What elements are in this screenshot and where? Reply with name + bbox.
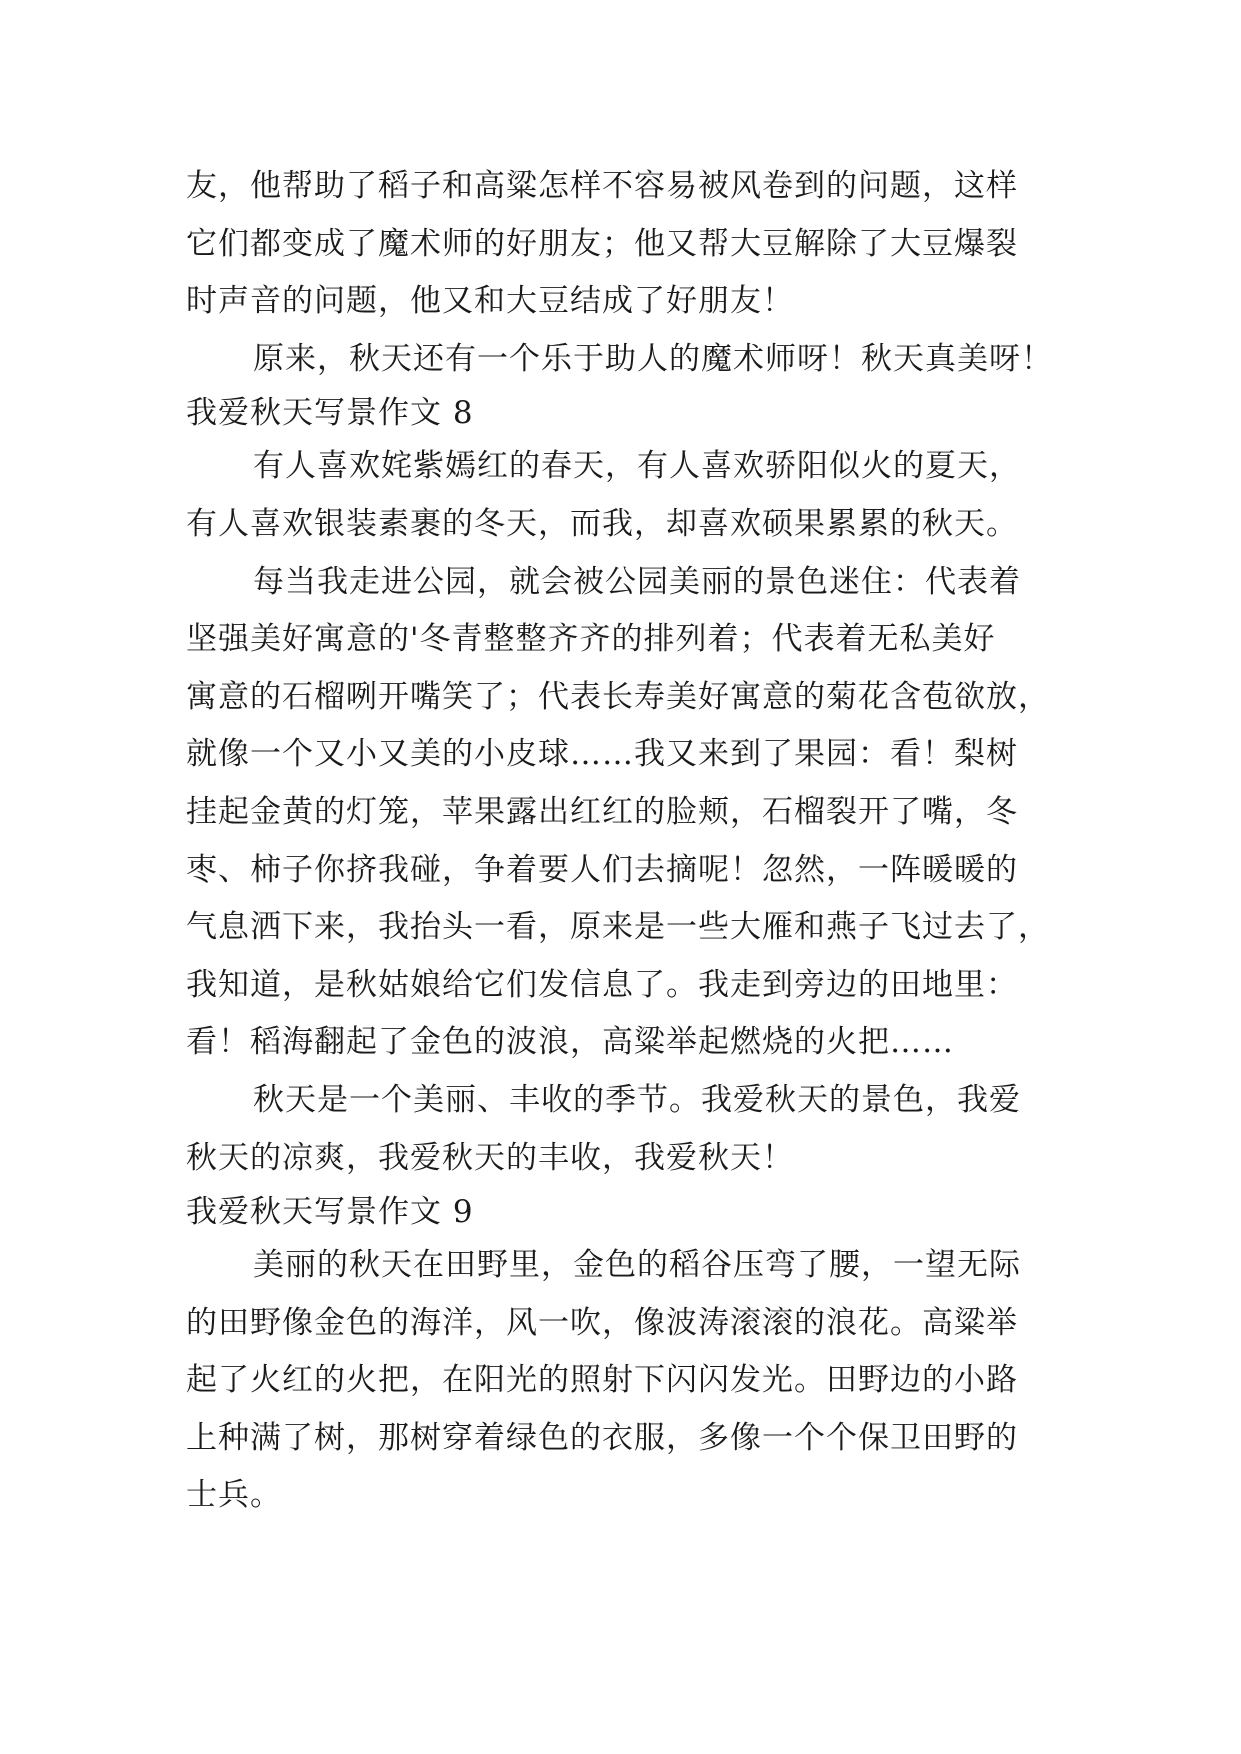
- text-line: 秋天的凉爽，我爱秋天的丰收，我爱秋天！: [186, 1139, 794, 1176]
- text-line: 气息洒下来，我抬头一看，原来是一些大雁和燕子飞过去了，: [186, 909, 1050, 946]
- text-line: 友，他帮助了稻子和高粱怎样不容易被风卷到的问题，这样: [186, 168, 1018, 204]
- paragraph: [186, 331, 1053, 389]
- text-line: 原来，秋天还有一个乐于助人的魔术师呀！秋天真美呀！: [253, 340, 1053, 377]
- paragraph: [186, 1237, 1046, 1525]
- text-line: 时声音的问题，他又和大豆结成了好朋友！: [186, 283, 794, 320]
- section-essay-9: [186, 1187, 1046, 1525]
- text-line: 我知道，是秋姑娘给它们发信息了。我走到旁边的田地里：: [186, 966, 1018, 1003]
- paragraph: [186, 158, 1046, 331]
- document-body: [186, 158, 1053, 1525]
- text-line: 上种满了树，那树穿着绿色的衣服，多像一个个保卫田野的: [186, 1419, 1018, 1456]
- text-line: 的田野像金色的海洋，风一吹，像波涛滚滚的浪花。高粱举: [186, 1304, 1018, 1341]
- text-line: 有人喜欢姹紫嫣红的春天，有人喜欢骄阳似火的夏天，: [253, 448, 1021, 485]
- text-line: 美丽的秋天在田野里，金色的稻谷压弯了腰，一望无际: [253, 1247, 1021, 1284]
- text-line: 它们都变成了魔术师的好朋友；他又帮大豆解除了大豆爆裂: [186, 225, 1018, 262]
- text-line: 枣、柿子你挤我碰，争着要人们去摘呢！忽然，一阵暖暖的: [186, 851, 1018, 888]
- section-heading: 我爱秋天写景作文 9: [186, 1194, 474, 1231]
- text-line: 挂起金黄的灯笼，苹果露出红红的脸颊，石榴裂开了嘴，冬: [186, 793, 1018, 830]
- text-line: 寓意的石榴咧开嘴笑了；代表长寿美好寓意的菊花含苞欲放，: [186, 678, 1050, 715]
- section-continuation: [186, 158, 1053, 388]
- paragraph: [186, 554, 1050, 1072]
- text-line: 坚强美好寓意的'冬青整整齐齐的排列着；代表着无私美好: [186, 621, 996, 658]
- text-line: 就像一个又小又美的小皮球……我又来到了果园：看！梨树: [186, 736, 1018, 773]
- section-essay-8: [186, 388, 1050, 1187]
- paragraph: [186, 1072, 1046, 1187]
- text-line: 士兵。: [186, 1477, 282, 1514]
- text-line: 有人喜欢银装素裹的冬天，而我，却喜欢硕果累累的秋天。: [186, 505, 1018, 542]
- paragraph: [186, 438, 1046, 553]
- text-line: 秋天是一个美丽、丰收的季节。我爱秋天的景色，我爱: [253, 1081, 1021, 1118]
- text-line: 看！稻海翻起了金色的波浪，高粱举起燃烧的火把……: [186, 1024, 954, 1061]
- text-line: 起了火红的火把，在阳光的照射下闪闪发光。田野边的小路: [186, 1362, 1018, 1399]
- text-line: 每当我走进公园，就会被公园美丽的景色迷住：代表着: [253, 563, 1021, 600]
- section-heading: 我爱秋天写景作文 8: [186, 395, 474, 432]
